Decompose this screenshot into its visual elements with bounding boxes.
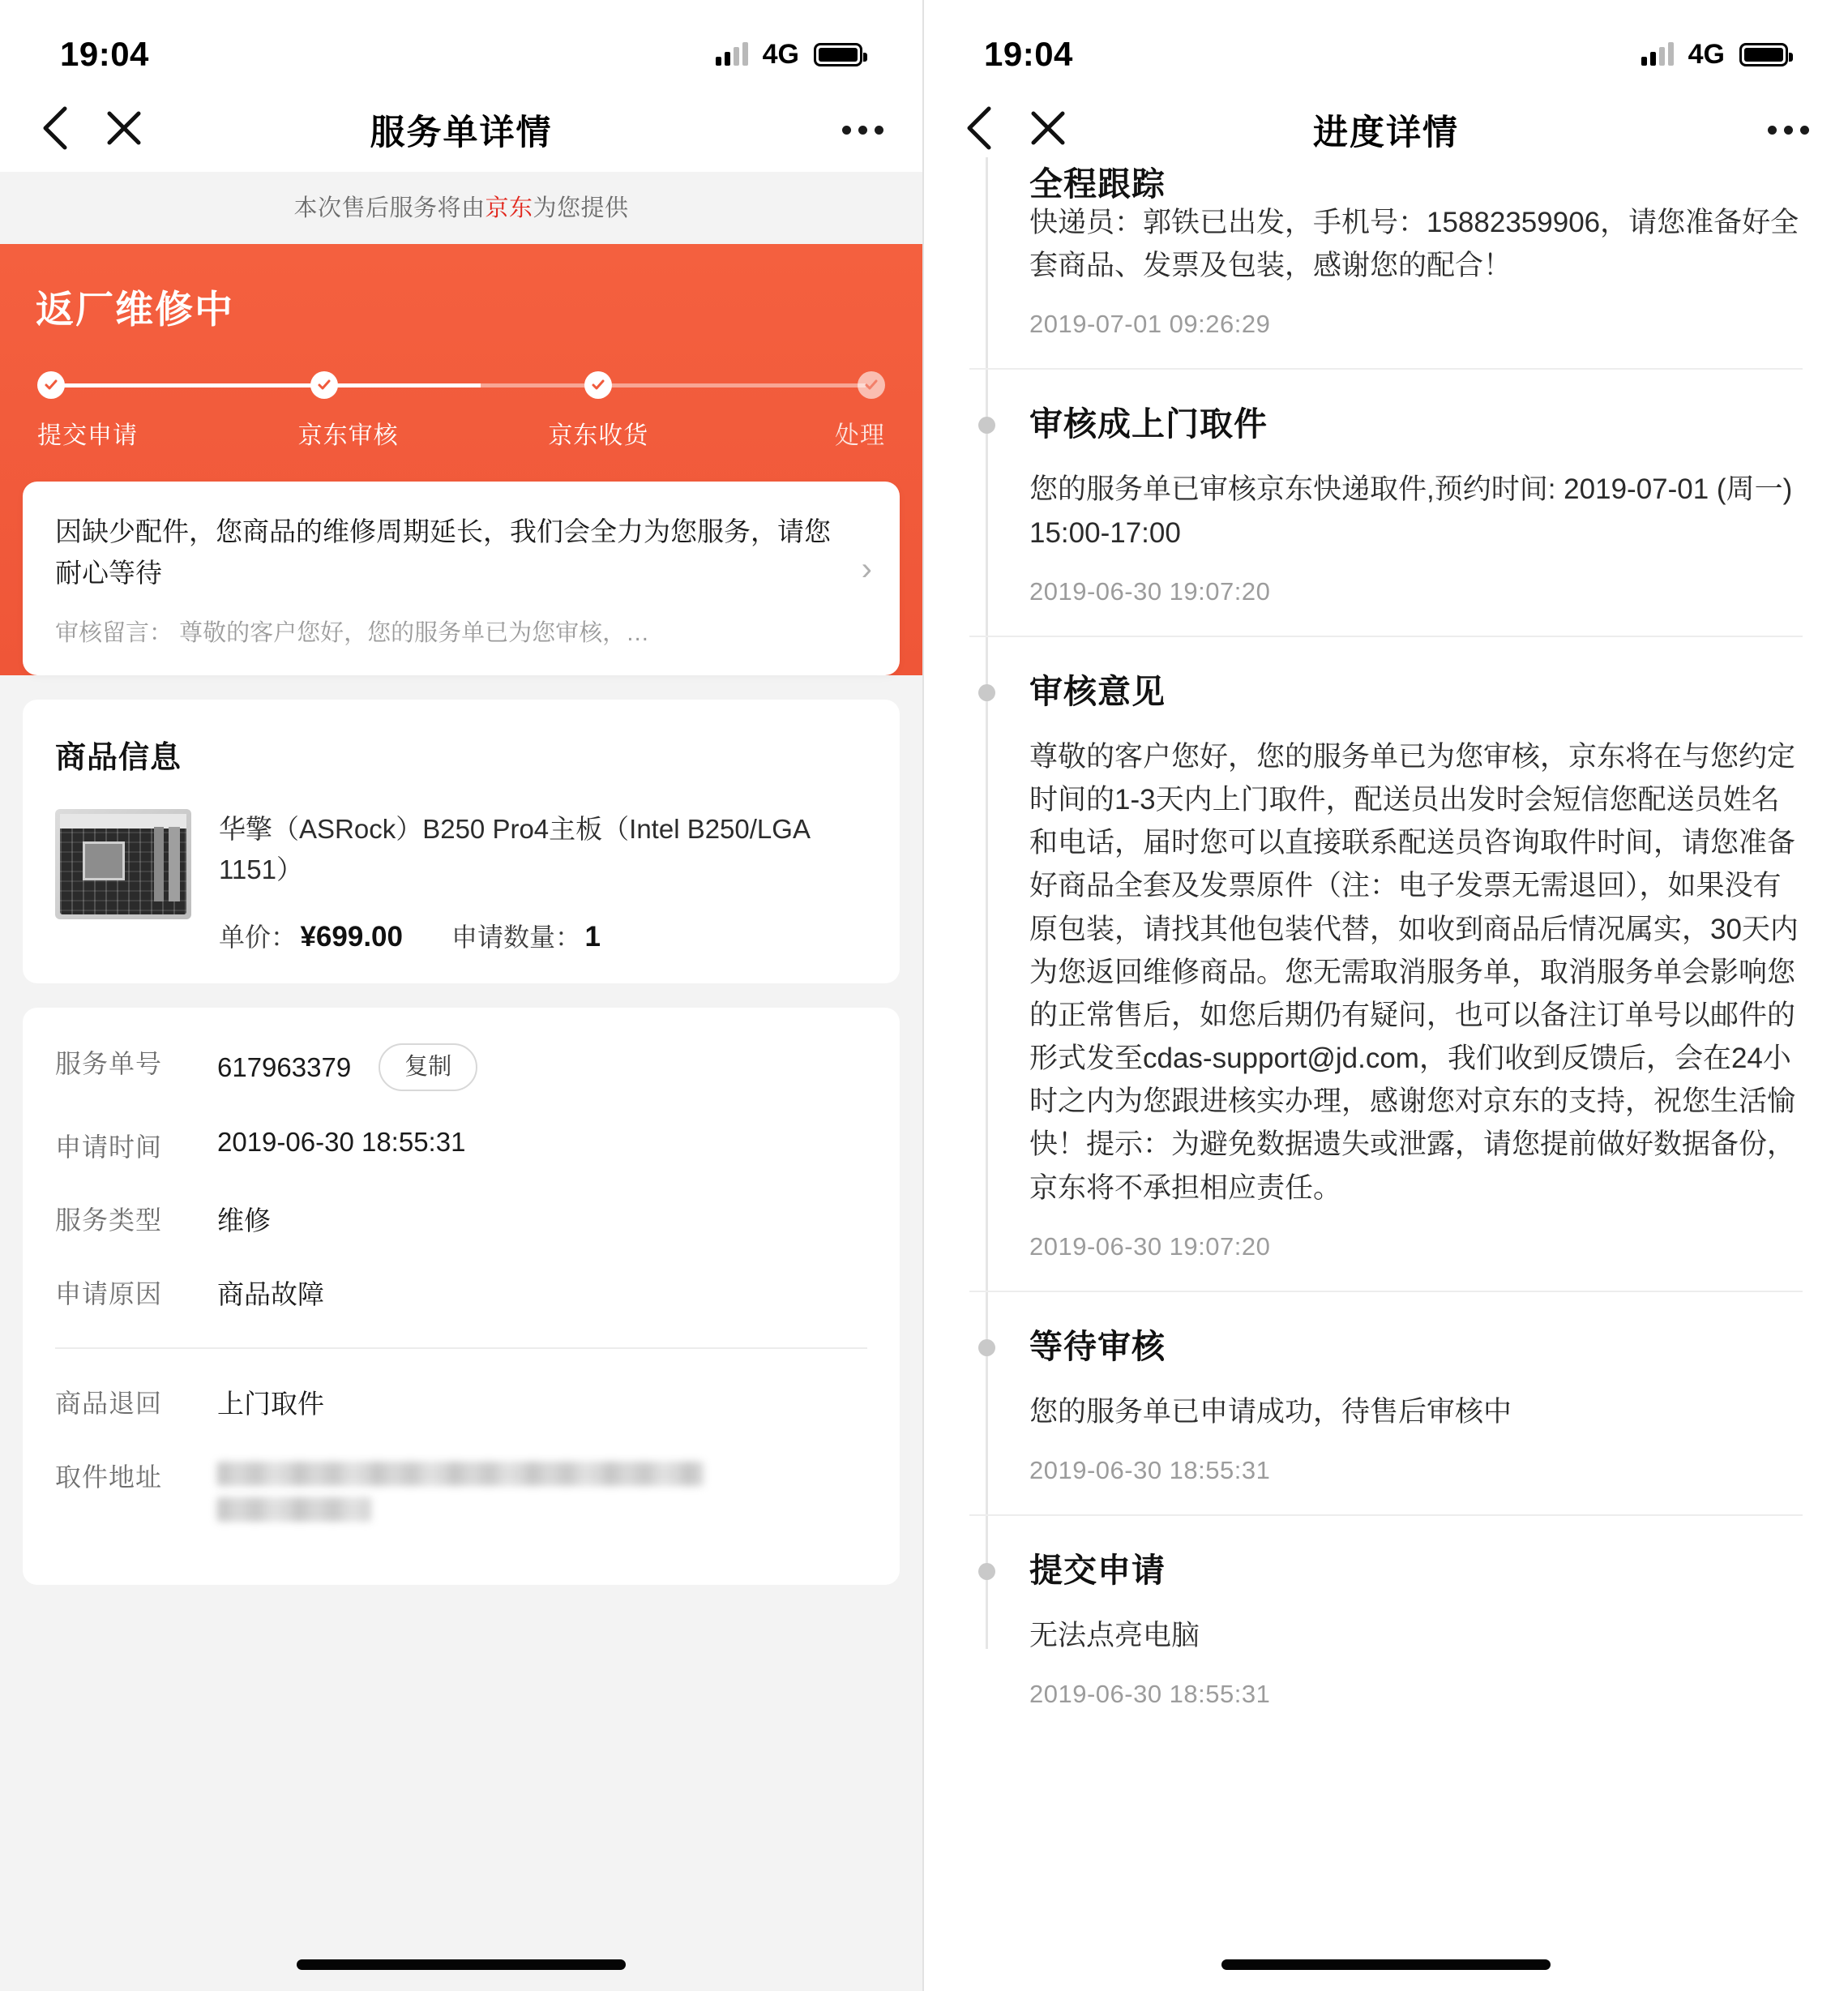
step-dot-pending [858, 371, 885, 399]
step-dot-done [37, 371, 65, 399]
more-dots-icon[interactable] [1768, 126, 1809, 135]
info-row-service-number [55, 1043, 867, 1091]
notice-sub-label: 审核留言： [55, 620, 173, 647]
timeline-title: 等待审核 [1029, 1327, 1166, 1365]
timeline-time: 2019-07-01 09:26:29 [1029, 310, 1271, 339]
notice-card[interactable] [23, 482, 900, 675]
page-title: 进度详情 [1313, 113, 1459, 152]
info-key: 商品退回 [55, 1389, 163, 1419]
timeline-item [969, 157, 1803, 370]
timeline-dot-icon [978, 684, 995, 701]
status-time: 19:04 [984, 35, 1073, 73]
step-label-3: 处理 [834, 422, 885, 449]
quantity-label: 申请数量： [451, 923, 582, 953]
info-value: 617963379 [217, 1051, 352, 1082]
timeline-item [969, 1292, 1803, 1516]
home-indicator [297, 1959, 626, 1970]
info-value: 2019-06-30 18:55:31 [217, 1127, 466, 1158]
network-type-label: 4G [762, 38, 799, 70]
product-name: 华擎（ASRock）B250 Pro4主板（Intel B250/LGA 1151） [219, 814, 810, 884]
provider-note-suffix: 为您提供 [533, 195, 629, 221]
status-bar-right [924, 0, 1848, 88]
timeline-body: 快递员：郭铁已出发，手机号：15882359906，请您准备好全套商品、发票及包装，感谢您的配合！ [1029, 207, 1799, 282]
status-time: 19:04 [60, 35, 149, 73]
info-row-reason [55, 1274, 867, 1312]
info-value: 商品故障 [217, 1279, 324, 1310]
step-label-2: 京东收货 [548, 422, 649, 449]
step-label-0: 提交申请 [37, 422, 138, 449]
info-key: 服务单号 [55, 1049, 163, 1079]
product-info-card [23, 700, 900, 983]
navigation-bar-left [0, 88, 922, 172]
status-bar-left [0, 0, 922, 88]
info-row-return-method [55, 1383, 867, 1421]
info-key: 申请原因 [55, 1279, 163, 1309]
product-info-title: 商品信息 [55, 741, 182, 776]
close-icon[interactable] [1028, 108, 1068, 152]
status-indicators [716, 39, 862, 71]
provider-brand: 京东 [485, 195, 533, 221]
progress-stepper [0, 371, 922, 451]
network-type-label: 4G [1688, 38, 1725, 70]
step-label-1: 京东审核 [297, 422, 399, 449]
step-dot-done [584, 371, 612, 399]
stepper-labels [37, 415, 885, 451]
signal-icon [716, 43, 748, 66]
progress-timeline-scroll[interactable] [924, 157, 1848, 1976]
timeline-title: 提交申请 [1029, 1552, 1166, 1589]
screen-progress-detail [924, 0, 1848, 1991]
home-indicator [1221, 1959, 1551, 1970]
page-title: 服务单详情 [370, 113, 553, 152]
masked-text-line [217, 1462, 704, 1486]
section-divider [55, 1347, 867, 1349]
timeline-body: 无法点亮电脑 [1029, 1620, 1200, 1651]
chevron-left-icon[interactable] [965, 105, 992, 156]
more-dots-icon[interactable] [842, 126, 883, 135]
product-row[interactable] [55, 809, 867, 954]
service-info-card [23, 1008, 900, 1585]
provider-note [0, 172, 922, 244]
signal-icon [1641, 43, 1674, 66]
price-label: 单价： [219, 923, 297, 953]
info-key: 取件地址 [55, 1462, 163, 1492]
chevron-left-icon[interactable] [41, 105, 68, 156]
timeline-time: 2019-06-30 19:07:20 [1029, 1231, 1271, 1261]
timeline-title: 审核意见 [1029, 672, 1166, 710]
timeline-title: 审核成上门取件 [1029, 405, 1268, 443]
timeline-dot-icon [978, 417, 995, 434]
provider-note-prefix: 本次售后服务将由 [293, 195, 486, 221]
notice-subtext [55, 614, 867, 648]
service-status-title: 返厂维修中 [36, 288, 234, 331]
timeline-title: 全程跟踪 [1029, 165, 1166, 203]
battery-icon [814, 43, 862, 66]
masked-address-value [217, 1457, 704, 1533]
timeline-body: 尊敬的客户您好，您的服务单已为您审核，京东将在与您约定时间的1-3天内上门取件，配送员出发时会短信您配送员姓名和电话，届时您可以直接联系配送员咨询取件时间，请您准备好商品全套及发票原件（注：电子发票无需退回），如果没有原包装，请找其他包装代替，如收到商品后情况属实，30天内为您返回维修商品。您无需取消服务单，取消服务单会影响您的正常售后，如您后期仍有疑问，也可以备注订单号以邮件的形式发至cdas-support@jd.com，我们收到反馈后，会在24小时之内为您跟进核实办理，感谢您对京东的支持，祝您生活愉快！提示：为避免数据遗失或泄露，请您提前做好数据备份，京东将不承担相应责任。 [1029, 740, 1799, 1204]
timeline-dot-icon [978, 1339, 995, 1356]
info-row-service-type [55, 1200, 867, 1238]
timeline-item [969, 637, 1803, 1292]
progress-timeline [924, 157, 1848, 1738]
product-image [55, 809, 191, 919]
service-status-card [0, 244, 922, 675]
price-value: ¥699.00 [300, 921, 403, 953]
info-row-pickup-address [55, 1457, 867, 1533]
info-value: 上门取件 [217, 1389, 324, 1419]
info-key: 服务类型 [55, 1205, 163, 1235]
timeline-item [969, 370, 1803, 636]
step-dot-done [310, 371, 338, 399]
timeline-dot-icon [978, 1563, 995, 1580]
timeline-time: 2019-06-30 18:55:31 [1029, 1680, 1271, 1709]
quantity-value: 1 [584, 921, 601, 953]
timeline-body: 您的服务单已审核京东快递取件,预约时间: 2019-07-01 (周一) 15:00-17:00 [1029, 473, 1793, 549]
timeline-time: 2019-06-30 18:55:31 [1029, 1456, 1271, 1484]
info-key: 申请时间 [55, 1133, 163, 1162]
copy-button[interactable]: 复制 [379, 1043, 477, 1091]
chevron-right-icon[interactable]: › [861, 551, 872, 587]
close-icon[interactable] [104, 108, 144, 152]
masked-text-line [217, 1497, 371, 1522]
battery-icon [1739, 43, 1788, 66]
notice-text: 因缺少配件，您商品的维修周期延长，我们会全力为您服务，请您耐心等待 [55, 516, 831, 589]
timeline-body: 您的服务单已申请成功，待售后审核中 [1029, 1395, 1512, 1428]
info-value: 维修 [217, 1205, 271, 1236]
product-price-row [219, 917, 867, 954]
notice-sub-content: 尊敬的客户您好，您的服务单已为您审核，… [179, 620, 650, 647]
status-indicators [1641, 39, 1788, 71]
timeline-item [969, 1516, 1803, 1738]
info-row-apply-time [55, 1127, 867, 1164]
timeline-time: 2019-06-30 19:07:20 [1029, 576, 1271, 606]
